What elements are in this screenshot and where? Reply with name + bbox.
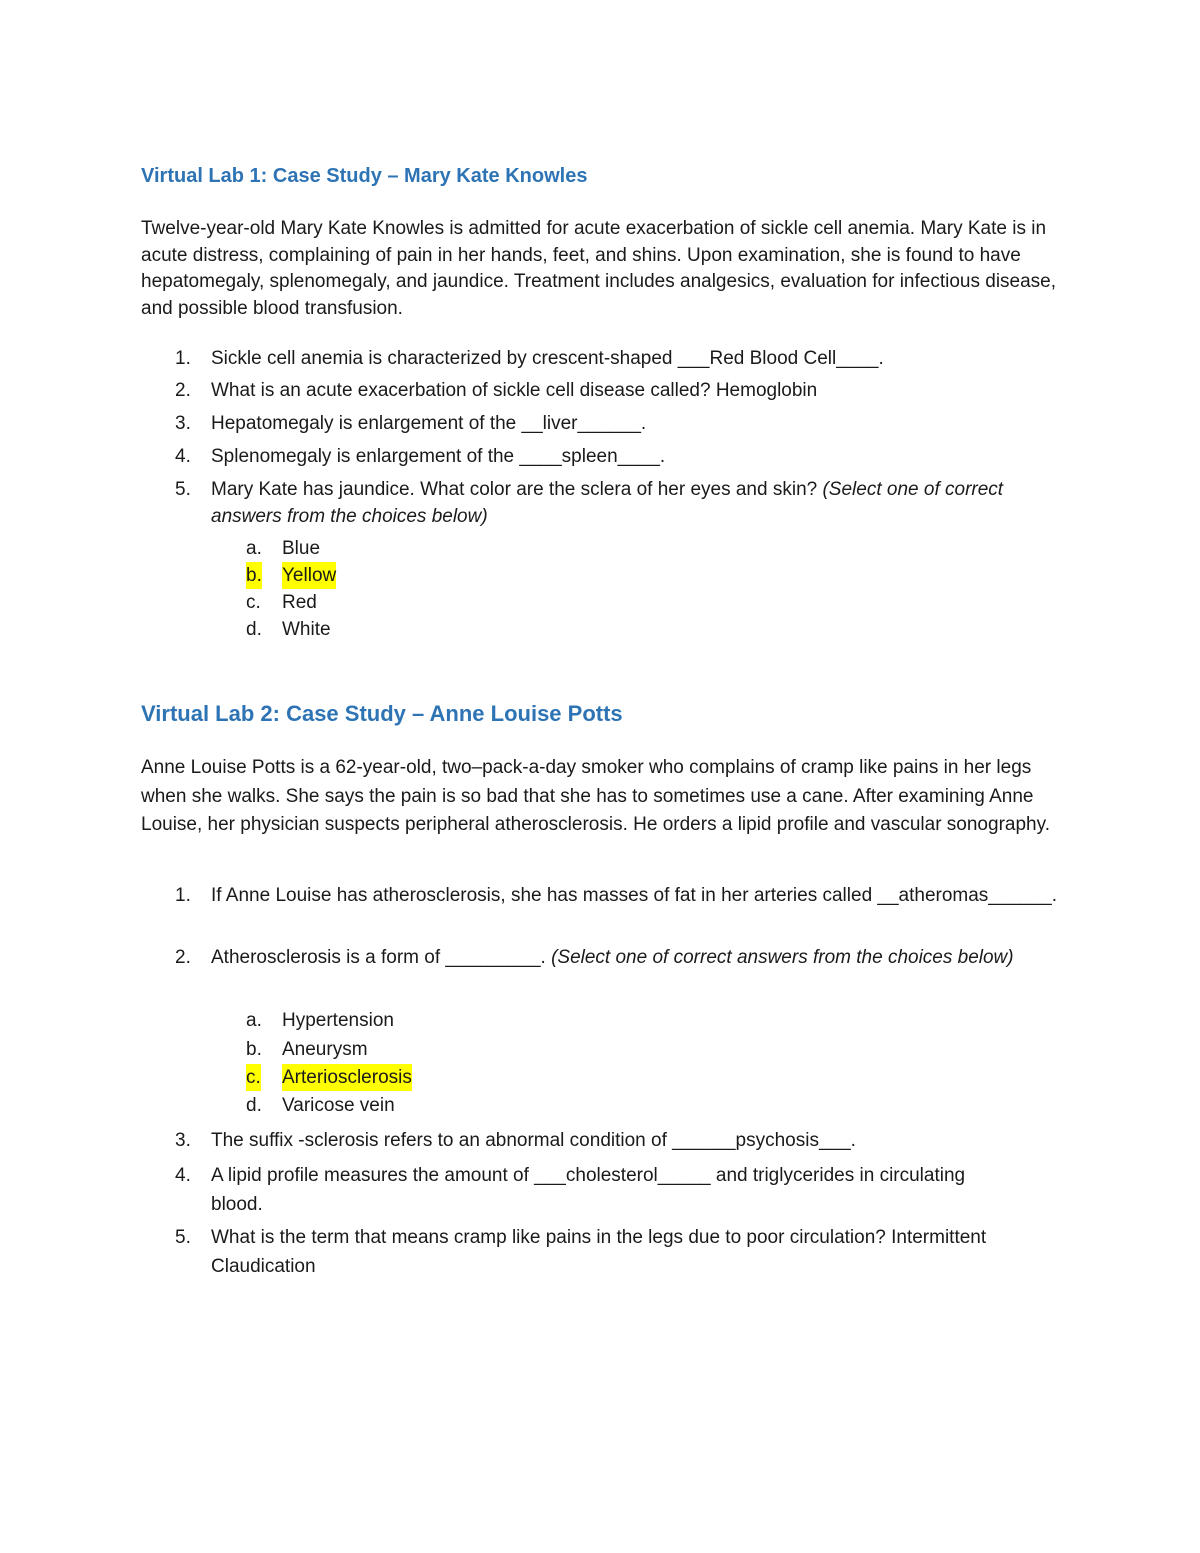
question-text-main: Atherosclerosis is a form of _________. <box>211 947 552 968</box>
option-letter: a. <box>246 538 262 559</box>
option-text: Varicose vein <box>282 1095 395 1116</box>
case1-title: Virtual Lab 1: Case Study – Mary Kate Knowles <box>141 165 588 187</box>
question-number: 2. <box>175 380 191 401</box>
question-text: Splenomegaly is enlargement of the ____spleen____. <box>211 446 666 467</box>
question-number: 5. <box>175 1227 191 1248</box>
option-text: Yellow <box>282 562 336 589</box>
question-number: 5. <box>175 479 191 500</box>
question-text <box>211 476 1061 530</box>
option-text: Red <box>282 592 317 613</box>
question-text: If Anne Louise has atherosclerosis, she has masses of fat in her arteries called __atheromas______. <box>211 885 1057 906</box>
question-text: What is the term that means cramp like pains in the legs due to poor circulation? Intermittent Claudication <box>211 1227 987 1277</box>
option-text: Aneurysm <box>282 1039 368 1060</box>
case1-paragraph: Twelve-year-old Mary Kate Knowles is admitted for acute exacerbation of sickle cell anemia. Mary Kate is in acute distress, complaining of pain in her hands, feet, and shins. Upon examination, she is found to have hepatomegaly, splenomegaly, and jaundice. Treatment includes analgesics, evaluation for infectious disease, and possible blood transfusion. <box>141 218 1057 319</box>
option-text: Blue <box>282 538 321 559</box>
question-number: 4. <box>175 1165 191 1186</box>
option-letter: a. <box>246 1010 262 1031</box>
case2-paragraph: Anne Louise Potts is a 62-year-old, two–pack-a-day smoker who complains of cramp like pains in her legs when she walks. She says the pain is so bad that she has to sometimes use a cane. After examining Anne Louise, her physician suspects peripheral atherosclerosis. He orders a lipid profile and vascular sonography. <box>141 757 1050 835</box>
question-instruction: (Select one of correct answers from the choices below) <box>211 479 1004 527</box>
question-number: 2. <box>175 947 191 968</box>
question-text: What is an acute exacerbation of sickle cell disease called? Hemoglobin <box>211 380 818 401</box>
question-text: Hepatomegaly is enlargement of the __liver______. <box>211 413 647 434</box>
question-text: A lipid profile measures the amount of ___cholesterol_____ and triglycerides in circulating blood. <box>211 1165 966 1215</box>
option-letter: b. <box>246 1039 262 1060</box>
question-instruction: (Select one of correct answers from the choices below) <box>551 947 1014 968</box>
case2-title: Virtual Lab 2: Case Study – Anne Louise Potts <box>141 701 623 726</box>
option-letter: c. <box>246 1064 261 1091</box>
question-text-main: Mary Kate has jaundice. What color are the sclera of her eyes and skin? <box>211 479 823 500</box>
option-letter: d. <box>246 1095 262 1116</box>
option-letter: b. <box>246 562 262 589</box>
question-number: 3. <box>175 1130 191 1151</box>
option-text: Arteriosclerosis <box>282 1064 412 1091</box>
question-number: 3. <box>175 413 191 434</box>
option-letter: d. <box>246 619 262 640</box>
option-text: White <box>282 619 331 640</box>
option-letter: c. <box>246 592 261 613</box>
question-number: 4. <box>175 446 191 467</box>
question-text: The suffix -sclerosis refers to an abnormal condition of ______psychosis___. <box>211 1130 856 1151</box>
question-text: Sickle cell anemia is characterized by crescent-shaped ___Red Blood Cell____. <box>211 348 884 369</box>
question-number: 1. <box>175 348 191 369</box>
question-text <box>211 944 1061 973</box>
question-number: 1. <box>175 885 191 906</box>
option-text: Hypertension <box>282 1010 394 1031</box>
